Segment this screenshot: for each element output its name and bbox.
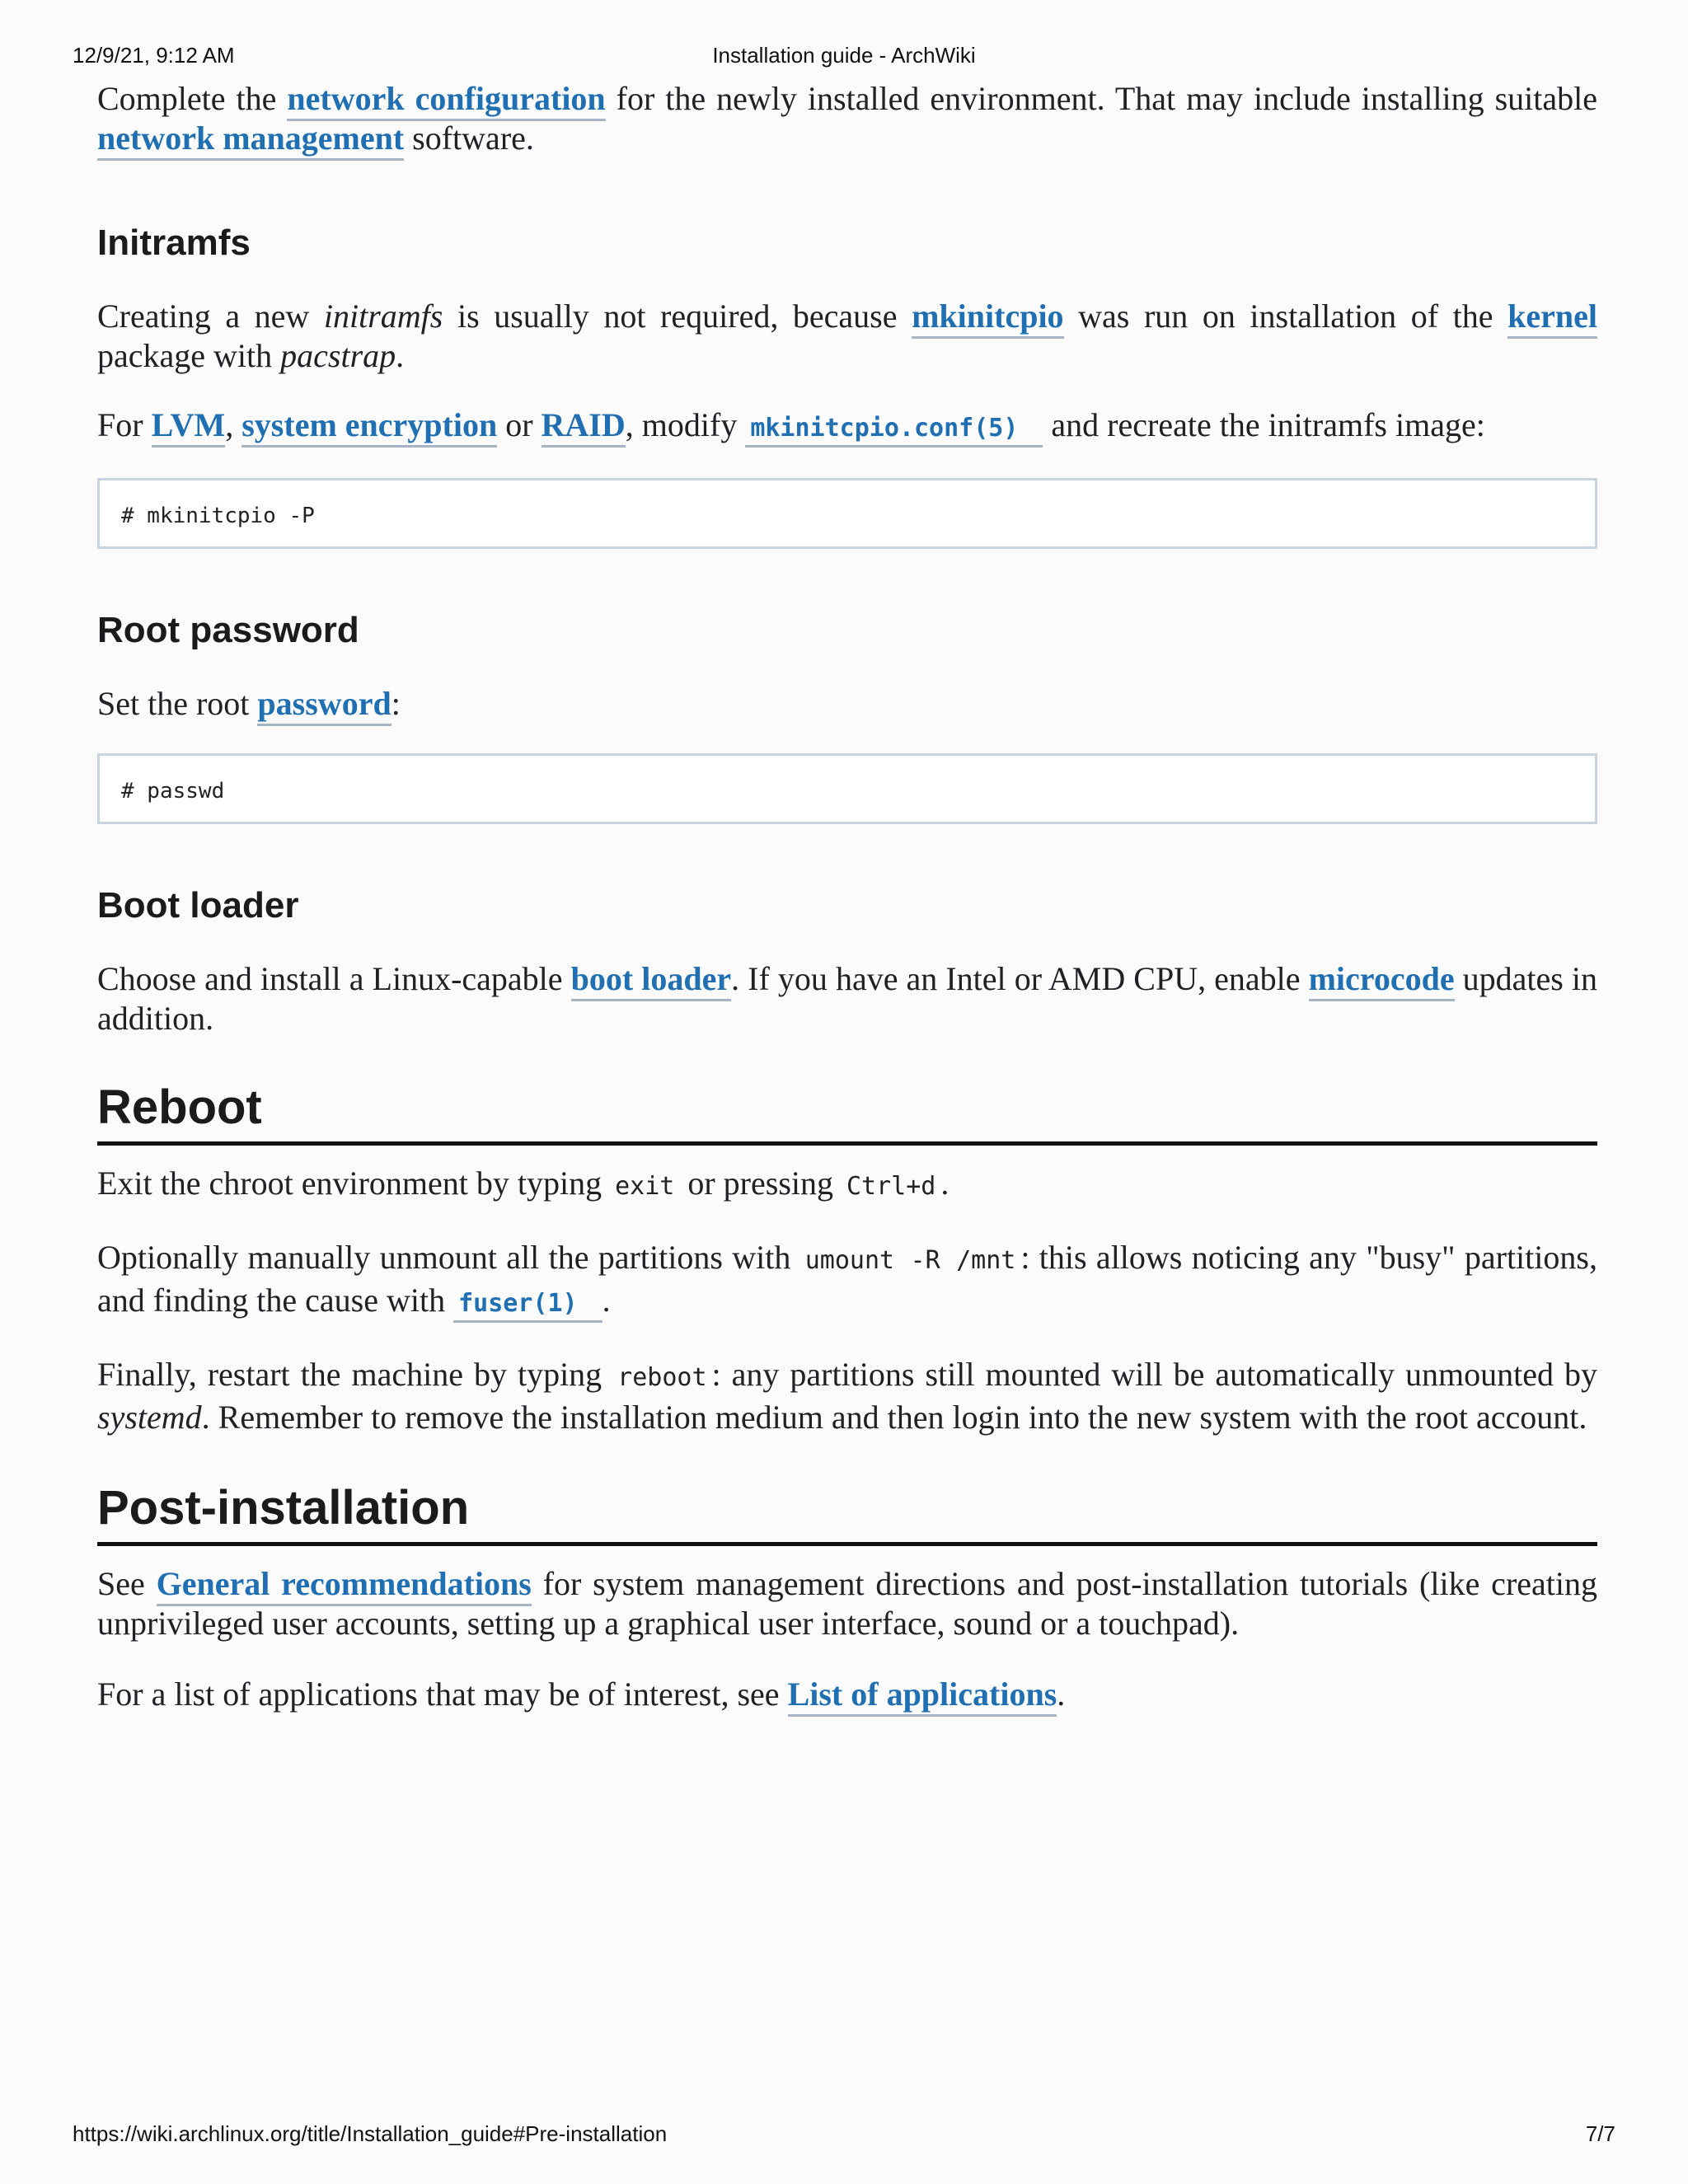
post-install-paragraph-2 <box>97 1675 1597 1714</box>
text: For <box>97 406 152 443</box>
link-microcode[interactable]: microcode <box>1309 960 1455 1001</box>
heading-initramfs: Initramfs <box>97 223 251 263</box>
print-url: https://wiki.archlinux.org/title/Installation_guide#Pre-installation <box>73 2121 668 2146</box>
text: software. <box>404 120 534 157</box>
text: . If you have an Intel or AMD CPU, enable <box>731 960 1309 997</box>
text: Complete the <box>97 80 288 117</box>
text: updates in addition. <box>97 960 1598 1037</box>
post-install-paragraph-1 <box>97 1564 1597 1643</box>
link-raid[interactable]: RAID <box>542 406 626 448</box>
text: Set the root <box>97 685 258 722</box>
link-network-configuration[interactable]: network configuration <box>287 80 605 121</box>
print-page-number: 7/7 <box>1585 2121 1615 2146</box>
link-kernel[interactable]: kernel <box>1507 298 1597 339</box>
emphasis: initramfs <box>323 298 443 335</box>
article-content <box>97 79 1597 1714</box>
link-system-encryption[interactable]: system encryption <box>241 406 497 448</box>
link-list-of-applications[interactable]: List of applications <box>788 1675 1057 1717</box>
text: See <box>97 1565 157 1602</box>
text: or <box>497 406 542 443</box>
heading-root-password: Root password <box>97 610 359 650</box>
heading-boot-loader: Boot loader <box>97 885 299 926</box>
text: . <box>602 1282 611 1319</box>
code-block-mkinitcpio: # mkinitcpio -P <box>97 478 1597 549</box>
text: for system management directions and post-installation tutorials (like creating unprivileged user accounts, setting up a graphical user interface, sound or a touchpad). <box>97 1565 1597 1642</box>
text: Creating a new <box>97 298 324 335</box>
print-title: Installation guide - ArchWiki <box>712 43 976 68</box>
heading-post-installation: Post-installation <box>97 1480 1597 1546</box>
text: : <box>391 685 401 722</box>
link-mkinitcpio-conf-manpage[interactable] <box>745 406 1043 448</box>
text: For a list of applications that may be of interest, see <box>97 1675 788 1713</box>
text: . <box>1057 1675 1066 1713</box>
text: . <box>940 1165 950 1202</box>
link-mkinitcpio[interactable]: mkinitcpio <box>912 298 1063 339</box>
link-network-management[interactable]: network management <box>97 120 404 161</box>
text: Optionally manually unmount all the partitions with <box>97 1239 800 1276</box>
text: , <box>225 406 242 443</box>
reboot-paragraph-1 <box>97 1164 1597 1207</box>
text: Choose and install a Linux-capable <box>97 960 571 997</box>
link-fuser-manpage[interactable] <box>453 1282 603 1323</box>
inline-code: exit <box>615 1172 675 1201</box>
link-password[interactable]: password <box>257 685 391 726</box>
code-block-passwd: # passwd <box>97 753 1597 824</box>
intro-paragraph <box>97 79 1597 158</box>
text: was run on installation of the <box>1063 298 1508 335</box>
text: and recreate the initramfs image: <box>1043 406 1485 443</box>
print-footer <box>0 2121 1688 2149</box>
inline-code: umount -R /mnt <box>804 1246 1016 1275</box>
link-general-recommendations[interactable]: General recommendations <box>157 1565 532 1606</box>
root-password-paragraph <box>97 684 1597 724</box>
text: is usually not required, because <box>443 298 912 335</box>
link-boot-loader[interactable]: boot loader <box>571 960 732 1001</box>
emphasis: pacstrap <box>280 337 396 374</box>
code: fuser(1) <box>458 1289 578 1318</box>
code: mkinitcpio.conf(5) <box>750 414 1019 443</box>
text: Finally, restart the machine by typing <box>97 1356 613 1393</box>
text: : this allows noticing any "busy" partitions, and finding the cause with <box>97 1239 1597 1319</box>
print-header <box>0 43 1688 71</box>
text: package with <box>97 337 281 374</box>
heading-reboot: Reboot <box>97 1080 1597 1146</box>
inline-code: reboot <box>617 1363 707 1392</box>
text: . <box>396 337 405 374</box>
text: or pressing <box>679 1165 842 1202</box>
initramfs-paragraph-1 <box>97 297 1597 376</box>
reboot-paragraph-2 <box>97 1238 1597 1324</box>
inline-code: Ctrl+d <box>846 1172 936 1201</box>
emphasis: systemd <box>97 1399 202 1436</box>
print-datetime: 12/9/21, 9:12 AM <box>73 43 235 68</box>
link-lvm[interactable]: LVM <box>152 406 226 448</box>
text: : any partitions still mounted will be automatically unmounted by <box>711 1356 1598 1393</box>
reboot-paragraph-3 <box>97 1355 1597 1437</box>
text: Exit the chroot environment by typing <box>97 1165 611 1202</box>
text: for the newly installed environment. That may include installing suitable <box>605 80 1597 117</box>
initramfs-paragraph-2 <box>97 405 1597 448</box>
boot-loader-paragraph <box>97 959 1597 1038</box>
text: , modify <box>625 406 746 443</box>
text: . Remember to remove the installation medium and then login into the new system with the root account. <box>201 1399 1587 1436</box>
